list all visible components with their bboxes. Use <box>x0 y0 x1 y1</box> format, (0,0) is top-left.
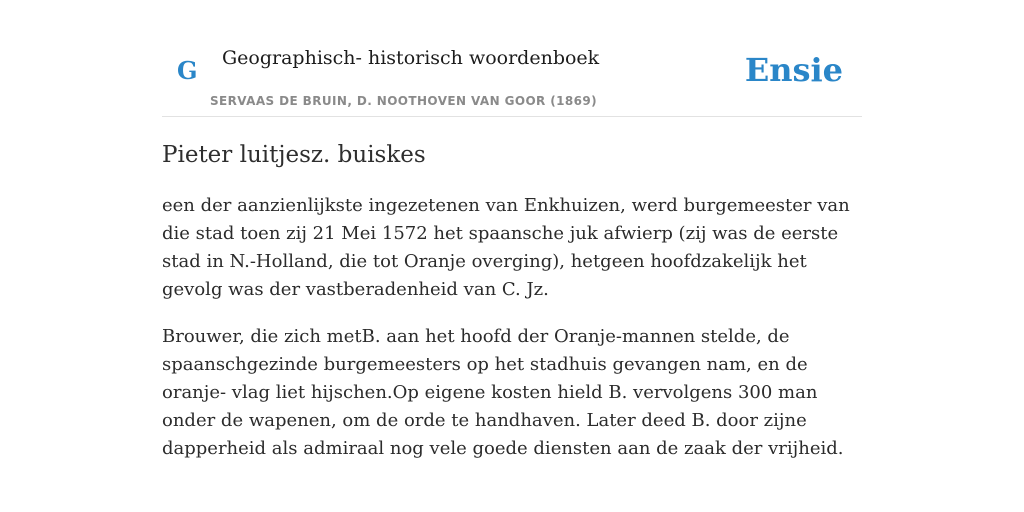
book-title[interactable]: Geographisch- historisch woordenboek <box>222 47 600 69</box>
book-logo-icon: G <box>177 56 198 85</box>
entry-paragraph: Brouwer, die zich metB. aan het hoofd der Oranje-mannen stelde, de spaanschgezinde burgemeesters op het stadhuis gevangen nam, en de oranje- vlag liet hijschen.Op eigene kosten hield B. vervolgens 300 man onder de wapenen, om de orde te handhaven. Later deed B. door zijne dapperheid als admiraal nog vele goede diensten aan de zaak der vrijheid. <box>162 326 844 459</box>
ensie-logo[interactable]: Ensie <box>744 51 843 89</box>
entry-paragraph: een der aanzienlijkste ingezetenen van Enkhuizen, werd burgemeester van die stad toen zij 21 Mei 1572 het spaansche juk afwierp (zij was de eerste stad in N.-Holland, die tot Oranje overging), hetgeen hoofdzakelijk het gevolg was der vastberadenheid van C. Jz. <box>162 195 850 300</box>
entry-title: Pieter luitjesz. buiskes <box>162 142 426 168</box>
book-header <box>162 0 862 117</box>
entry-body <box>162 192 862 482</box>
book-authors: SERVAAS DE BRUIN, D. NOOTHOVEN VAN GOOR (1869) <box>210 94 598 108</box>
